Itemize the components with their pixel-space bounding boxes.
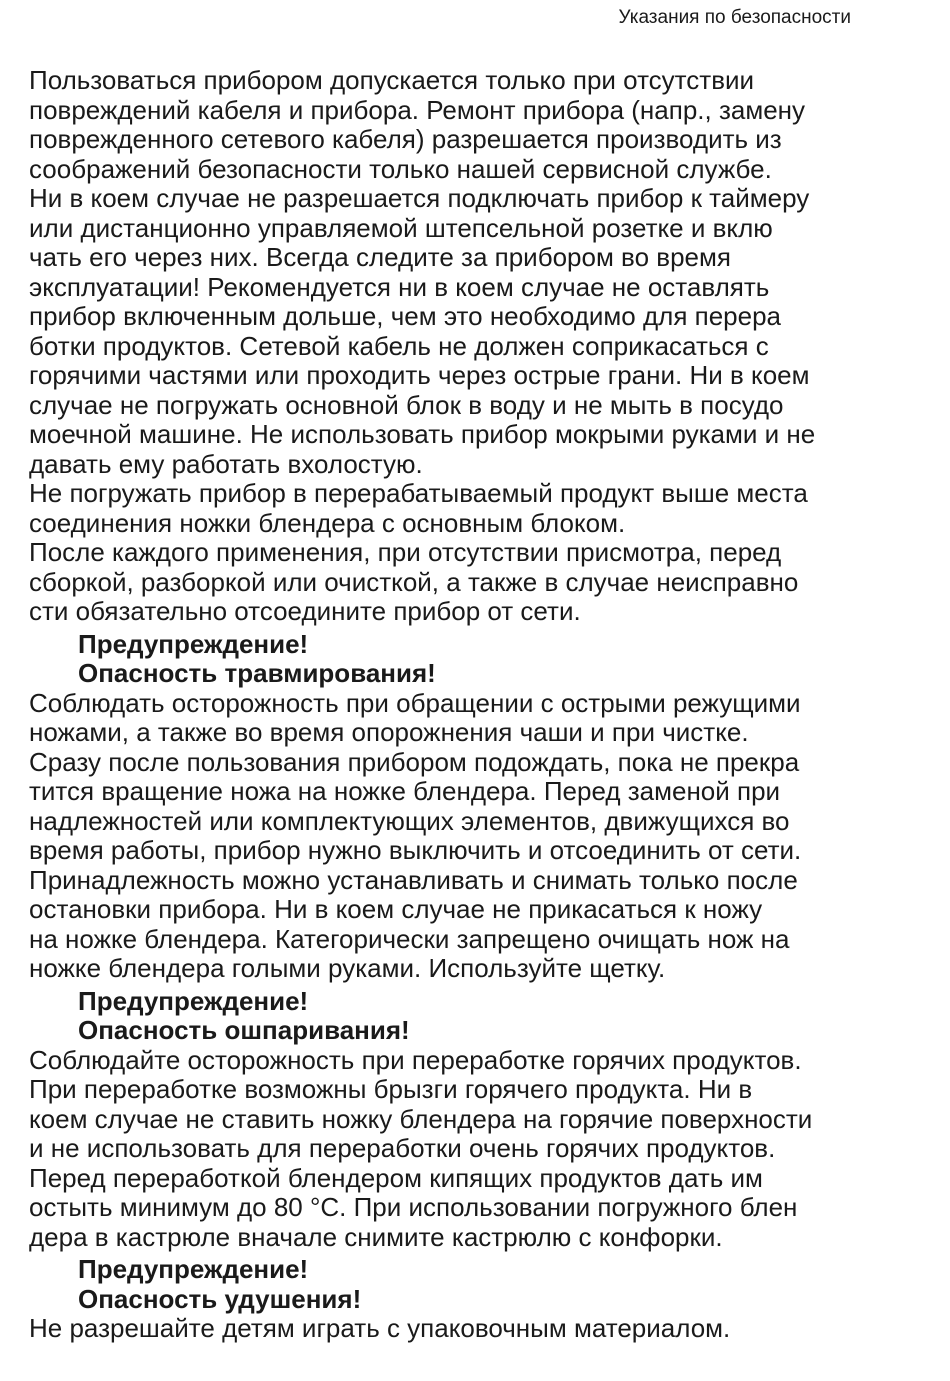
warning-hazard-title: Опасность ошпаривания! bbox=[78, 1015, 410, 1045]
text-line: время работы, прибор нужно выключить и отсоединить от сети. bbox=[29, 835, 802, 865]
running-header: Указания по безопасности bbox=[618, 7, 851, 28]
text-line: При переработке возможны брызги горячего продукта. Ни в bbox=[29, 1074, 753, 1104]
text-line: дера в кастрюле вначале снимите кастрюлю с конфорки. bbox=[29, 1221, 723, 1252]
text-line: горячими частями или проходить через острые грани. Ни в коем bbox=[29, 360, 810, 390]
text-line: сборкой, разборкой или очисткой, а также в случае неисправно bbox=[29, 566, 799, 597]
text-line: Пользоваться прибором допускается только при отсутствии bbox=[29, 65, 755, 95]
text-line: Принадлежность можно устанавливать и снимать только после bbox=[29, 864, 798, 895]
text-line: Перед переработкой блендером кипящих продуктов дать им bbox=[29, 1162, 763, 1193]
text-line: остановки прибора. Ни в коем случае не прикасаться к ножу bbox=[29, 894, 763, 924]
text-line: поврежденного сетевого кабеля) разрешается производить из bbox=[29, 124, 782, 154]
text-line: надлежностей или комплектующих элементов, движущихся во bbox=[29, 805, 790, 836]
text-line: Не разрешайте детям играть с упаковочным материалом. bbox=[29, 1313, 731, 1343]
text-line: ножами, а также во время опорожнения чаши и при чистке. bbox=[29, 717, 749, 747]
text-line: После каждого применения, при отсутствии присмотра, перед bbox=[29, 537, 782, 567]
text-line: Соблюдать осторожность при обращении с острыми режущими bbox=[29, 687, 801, 718]
paragraph-injury-hazard bbox=[29, 689, 929, 984]
text-line: соединения ножки блендера с основным блоком. bbox=[29, 507, 626, 538]
text-line: тится вращение ножа на ножке блендера. Перед заменой при bbox=[29, 776, 781, 806]
text-line: и не использовать для переработки очень горячих продуктов. bbox=[29, 1133, 776, 1163]
paragraph-scalding-hazard bbox=[29, 1046, 929, 1253]
warning-scalding-heading bbox=[29, 987, 929, 1046]
text-line: прибор включенным дольше, чем это необходимо для перера bbox=[29, 301, 782, 331]
text-line: повреждений кабеля и прибора. Ремонт прибора (напр., замену bbox=[29, 94, 806, 125]
warning-label: Предупреждение! bbox=[78, 1254, 309, 1284]
paragraph-general-safety bbox=[29, 66, 929, 627]
text-line: Не погружать прибор в перерабатываемый продукт выше места bbox=[29, 478, 808, 508]
text-line: коем случае не ставить ножку блендера на горячие поверхности bbox=[29, 1103, 813, 1134]
warning-injury-heading bbox=[29, 630, 929, 689]
text-line: давать ему работать вхолостую. bbox=[29, 448, 423, 479]
text-line: эксплуатации! Рекомендуется ни в коем случае не оставлять bbox=[29, 271, 770, 302]
text-line: случае не погружать основной блок в воду и не мыть в посудо bbox=[29, 389, 784, 420]
text-line: моечной машине. Не использовать прибор мокрыми руками и не bbox=[29, 419, 816, 449]
warning-label: Предупреждение! bbox=[78, 985, 309, 1016]
text-line: ботки продуктов. Сетевой кабель не должен соприкасаться с bbox=[29, 330, 769, 361]
text-line: ножке блендера голыми руками. Используйте щетку. bbox=[29, 953, 666, 983]
paragraph-suffocation-hazard bbox=[29, 1314, 929, 1344]
warning-hazard-title: Опасность травмирования! bbox=[78, 658, 436, 688]
text-line: остыть минимум до 80 °C. При использовании погружного блен bbox=[29, 1192, 798, 1222]
text-line: сти обязательно отсоедините прибор от сети. bbox=[29, 596, 581, 626]
text-line: или дистанционно управляемой штепсельной розетке и вклю bbox=[29, 212, 773, 243]
text-line: Сразу после пользования прибором подождать, пока не прекра bbox=[29, 746, 800, 777]
text-line: Ни в коем случае не разрешается подключать прибор к таймеру bbox=[29, 183, 810, 213]
text-line: соображений безопасности только нашей сервисной службе. bbox=[29, 153, 772, 184]
safety-instructions-body bbox=[29, 66, 929, 1344]
warning-suffocation-heading bbox=[29, 1255, 929, 1314]
text-line: на ножке блендера. Категорически запрещено очищать нож на bbox=[29, 923, 790, 954]
text-line: чать его через них. Всегда следите за прибором во время bbox=[29, 242, 731, 272]
warning-hazard-title: Опасность удушения! bbox=[78, 1283, 362, 1314]
warning-label: Предупреждение! bbox=[78, 628, 309, 659]
text-line: Соблюдайте осторожность при переработке горячих продуктов. bbox=[29, 1044, 802, 1075]
